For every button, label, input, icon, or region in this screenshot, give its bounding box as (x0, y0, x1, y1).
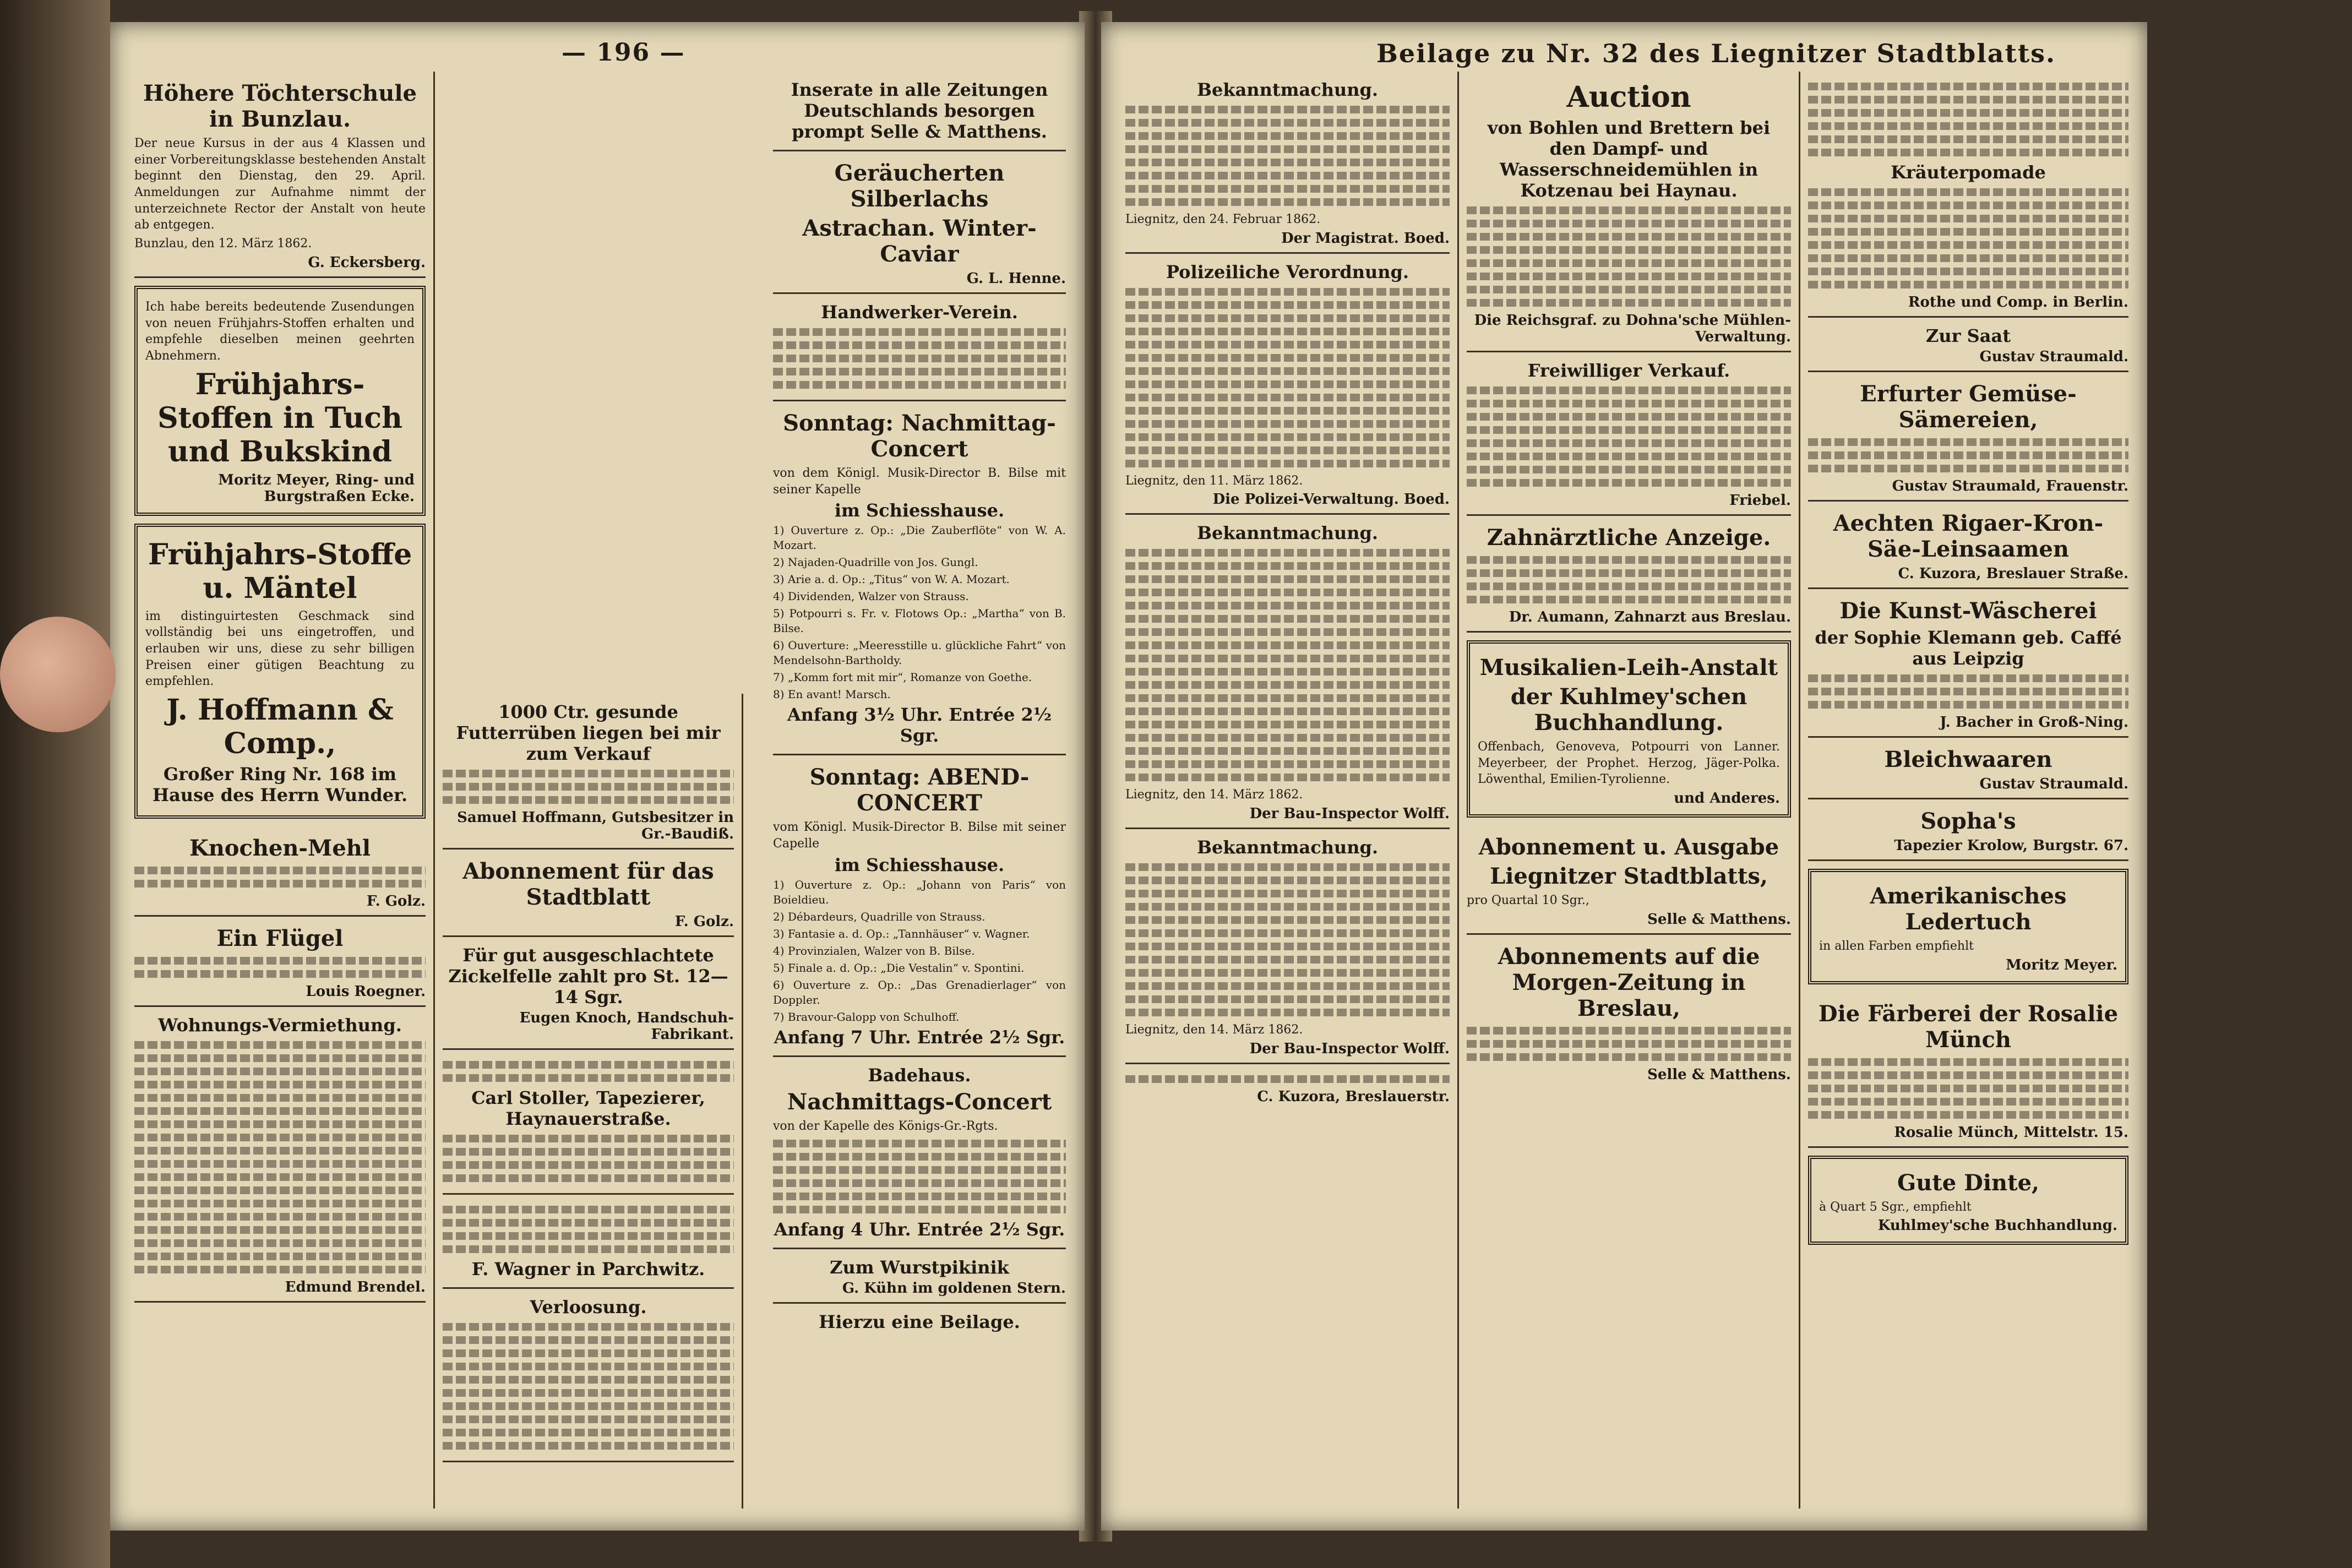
ad-auction (1467, 72, 1791, 352)
ad-signature: Selle & Matthens. (1647, 911, 1791, 928)
program-item: 4) Provinzialen, Walzer von B. Bilse. (773, 944, 975, 957)
ad-subtitle: von Bohlen und Brettern bei den Dampf- und Wasserschneidemühlen in Kotzenau bei Haynau. (1487, 117, 1771, 201)
ad-zickelfelle (443, 937, 734, 1050)
program-item: 3) Arie a. d. Op.: „Titus“ von W. A. Mozart. (773, 573, 1010, 586)
ad-signature: Der Magistrat. Boed. (1281, 230, 1450, 247)
illegible-text (443, 1323, 734, 1450)
ad-title: Bekanntmachung. (1196, 79, 1378, 100)
ad-title: Amerikanisches Ledertuch (1870, 883, 2067, 935)
left-column-2 (435, 694, 743, 1509)
ad-title: Geräucherten Silberlachs (834, 160, 1005, 212)
ad-sophas (1808, 799, 2128, 861)
ad-nachmittag-concert (773, 401, 1066, 755)
thumb (0, 617, 116, 732)
illegible-text (1808, 188, 2128, 288)
illegible-text (1125, 106, 1450, 206)
ad-title: Sopha's (1920, 808, 2016, 834)
ad-signature: und Anderes. (1674, 790, 1780, 807)
program-item: 2) Najaden-Quadrille von Jos. Gungl. (773, 556, 978, 569)
ad-abonnement (443, 850, 734, 937)
ad-stoller (443, 1050, 734, 1195)
ad-title: Knochen-Mehl (189, 835, 371, 861)
ad-subtitle: der Sophie Klemann geb. Caffé aus Leipzig (1815, 627, 2122, 669)
ad-fluegel (134, 917, 426, 1007)
ad-abonnement-stadtblatt (1467, 825, 1791, 935)
ad-title: Musikalien-Leih-Anstalt (1479, 655, 1778, 680)
program-item: 6) Ouverture z. Op.: „Das Grenadierlager“ von Doppler. (773, 978, 1066, 1006)
illegible-text (773, 1140, 1066, 1213)
ad-bleichwaaren (1808, 738, 2128, 799)
ad-signature: C. Kuzora, Breslauer Straße. (1898, 565, 2128, 582)
ad-text: à Quart 5 Sgr., empfiehlt (1819, 1200, 1972, 1214)
ad-signature: Moritz Meyer. (2006, 956, 2117, 973)
ad-signature: Die Polizei-Verwaltung. Boed. (1212, 491, 1450, 508)
left-column-3 (765, 72, 1074, 1509)
ad-musikalien (1467, 640, 1791, 818)
ad-hoffmann (134, 524, 426, 819)
ad-subtitle: der Kuhlmey'schen Buchhandlung. (1510, 684, 1747, 736)
ad-venue: im Schiesshause. (834, 854, 1005, 875)
book-binding (0, 0, 110, 1568)
ad-morgen-zeitung (1467, 935, 1791, 1088)
ad-title: F. Wagner in Parchwitz. (471, 1259, 705, 1280)
right-column-1 (1118, 72, 1459, 1509)
illegible-text (1808, 1058, 2128, 1119)
ad-text: vom Königl. Musik-Director B. Bilse mit seiner Capelle (773, 820, 1066, 851)
ad-title: Freiwilliger Verkauf. (1527, 360, 1730, 381)
ad-title: Die Kunst-Wäscherei (1839, 598, 2097, 624)
ad-signature: C. Kuzora, Breslauerstr. (1257, 1088, 1450, 1105)
program-item: 1) Ouverture z. Op.: „Die Zauberflöte“ von W. A. Mozart. (773, 524, 1066, 552)
ad-entry: Anfang 7 Uhr. Entrée 2½ Sgr. (774, 1026, 1065, 1048)
ad-leinsaamen (1808, 502, 2128, 589)
ad-handwerker (773, 294, 1066, 401)
ad-title: Wohnungs-Vermiethung. (158, 1015, 402, 1036)
page-header: Beilage zu Nr. 32 des Liegnitzer Stadtblatts. (1376, 39, 2056, 68)
ad-signature: Die Reichsgraf. zu Dohna'sche Mühlen-Verwaltung. (1474, 312, 1791, 345)
program-item: 6) Ouverture: „Meeresstille u. glückliche Fahrt“ von Mendelsohn-Bartholdy. (773, 639, 1066, 667)
ad-signature: G. Kühn im goldenen Stern. (842, 1280, 1066, 1297)
ad-knochenmehl (134, 826, 426, 917)
ad-abend-concert (773, 755, 1066, 1057)
illegible-text (1808, 83, 2128, 156)
ad-title: Frühjahrs-Stoffe u. Mäntel (148, 537, 412, 605)
illegible-text (443, 1135, 734, 1182)
ad-signature: Gustav Straumald. (1979, 349, 2128, 365)
ad-signature: Moritz Meyer, Ring- und Burgstraßen Ecke. (218, 471, 415, 505)
illegible-text (1125, 288, 1450, 467)
ad-subtitle: Liegnitzer Stadtblatts, (1490, 863, 1768, 890)
ad-signature: Kuhlmey'sche Buchhandlung. (1877, 1217, 2117, 1234)
ad-zahnarzt (1467, 516, 1791, 633)
ad-zur-saat (1808, 318, 2128, 372)
ad-title: Auction (1566, 80, 1691, 114)
ad-bekanntmachung-bau-2 (1125, 829, 1450, 1064)
ad-signature: F. Golz. (366, 893, 426, 910)
left-column-1 (127, 72, 435, 1509)
ad-wagner (443, 1195, 734, 1289)
illegible-text (134, 1041, 426, 1273)
ad-title: Gute Dinte, (1897, 1169, 2039, 1196)
ad-date: Bunzlau, den 12. März 1862. (134, 237, 312, 251)
ad-polizei-verordnung (1125, 254, 1450, 515)
ad-kuzora (1125, 1064, 1450, 1110)
ad-signature: Rosalie Münch, Mittelstr. 15. (1894, 1124, 2128, 1141)
ad-wurstpikinik (773, 1249, 1066, 1304)
ad-signature: Tapezier Krolow, Burgstr. 67. (1894, 837, 2128, 854)
ad-title: Die Färberei der Rosalie Münch (1818, 1000, 2119, 1053)
right-column-2 (1459, 72, 1800, 1509)
ad-kraeuterpomade (1808, 72, 2128, 318)
ad-title: Für gut ausgeschlachtete Zickelfelle zahlt pro St. 12—14 Sgr. (448, 945, 728, 1008)
ad-inserate (773, 72, 1066, 151)
ad-signature: Eugen Knoch, Handschuh-Fabrikant. (519, 1010, 734, 1043)
ad-wohnung (134, 1007, 426, 1303)
ad-signature: Der Bau-Inspector Wolff. (1249, 1040, 1450, 1057)
ad-verloosung (443, 1289, 734, 1462)
ad-title: Abonnement für das Stadtblatt (462, 858, 714, 910)
ad-title: Verloosung. (530, 1297, 647, 1317)
ad-title: Carl Stoller, Tapezierer, Haynauerstraße. (471, 1087, 705, 1129)
ad-title: 1000 Ctr. gesunde Futterrüben liegen bei mir zum Verkauf (456, 701, 721, 764)
ad-text: von dem Königl. Musik-Director B. Bilse mit seiner Kapelle (773, 466, 1066, 497)
program-item: 7) „Komm fort mit mir“, Romanze von Goethe. (773, 671, 1032, 684)
ad-text: im distinguirtesten Geschmack sind vollständig bei uns eingetroffen, und erlauben wir uns, diese zu sehr billigen Preisen einer gütigen Beachtung zu empfehlen. (145, 609, 415, 689)
illegible-text (1467, 1027, 1791, 1061)
ad-signature: Samuel Hoffmann, Gutsbesitzer in Gr.-Baudiß. (457, 809, 734, 842)
ad-title: Bekanntmachung. (1196, 837, 1378, 858)
ad-title: Frühjahrs-Stoffen in Tuch und Bukskind (157, 367, 402, 469)
ad-beilage (773, 1304, 1066, 1340)
ad-signature: Edmund Brendel. (285, 1279, 426, 1295)
right-column-3 (1800, 72, 2136, 1509)
program-item: 3) Fantasie a. d. Op.: „Tannhäuser“ v. Wagner. (773, 927, 1030, 940)
left-page (110, 22, 1085, 1531)
ad-title: Badehaus. (868, 1064, 971, 1086)
illegible-text (1808, 438, 2128, 472)
ad-signature: Friebel. (1729, 492, 1791, 509)
ad-signature: Louis Roegner. (306, 983, 426, 1000)
ad-henne (773, 151, 1066, 294)
program-item: 4) Dividenden, Walzer von Strauss. (773, 590, 969, 603)
illegible-text (1125, 863, 1450, 1016)
ad-title: Zur Saat (1926, 325, 2011, 346)
ad-title: Sonntag: Nachmittag-Concert (783, 410, 1056, 462)
illegible-text (1467, 386, 1791, 487)
illegible-text (1467, 206, 1791, 307)
program-item: 2) Débardeurs, Quadrille von Strauss. (773, 910, 986, 923)
ad-bekanntmachung-bau-1 (1125, 515, 1450, 829)
ad-venue: im Schiesshause. (834, 500, 1005, 521)
illegible-text (443, 1061, 734, 1082)
ad-title: Erfurter Gemüse-Sämereien, (1860, 381, 2077, 433)
ad-freiwilliger-verkauf (1467, 352, 1791, 516)
ad-text: pro Quartal 10 Sgr., (1467, 894, 1589, 908)
ad-text: von der Kapelle des Königs-Gr.-Rgts. (773, 1119, 998, 1133)
ad-title: Zahnärztliche Anzeige. (1487, 525, 1771, 551)
ad-signature: Gustav Straumald. (1979, 776, 2128, 792)
program-item: 5) Potpourri s. Fr. v. Flotows Op.: „Martha“ von B. Bilse. (773, 607, 1066, 635)
ad-badehaus (773, 1057, 1066, 1250)
ad-meyer-stoffe (134, 286, 426, 516)
ad-title: Bleichwaaren (1884, 747, 2052, 772)
ad-faerberei (1808, 992, 2128, 1148)
ad-date: Liegnitz, den 24. Februar 1862. (1125, 213, 1321, 226)
ad-title: Aechten Rigaer-Kron-Säe-Leinsaamen (1833, 510, 2104, 562)
page-number: — 196 — (562, 39, 685, 67)
ad-toechterschule (134, 72, 426, 278)
illegible-text (443, 770, 734, 804)
ad-signature: G. Eckersberg. (308, 254, 426, 271)
illegible-text (134, 867, 426, 888)
ad-subtitle: Astrachan. Winter-Caviar (802, 215, 1037, 267)
ad-title: Handwerker-Verein. (821, 302, 1018, 323)
ad-date: Liegnitz, den 14. März 1862. (1125, 1023, 1303, 1037)
program-item: 5) Finale a. d. Op.: „Die Vestalin“ v. Spontini. (773, 961, 1025, 974)
ad-signature: F. Golz. (674, 913, 734, 930)
illegible-text (1467, 556, 1791, 603)
ad-text: Ich habe bereits bedeutende Zusendungen von neuen Frühjahrs-Stoffen erhalten und empfehle dieselben meinen geehrten Abnehmern. (145, 300, 415, 363)
ad-entry: Anfang 4 Uhr. Entrée 2½ Sgr. (774, 1219, 1065, 1240)
ad-title: Sonntag: ABEND-CONCERT (809, 764, 1030, 816)
ad-bekanntmachung-magistrat (1125, 72, 1450, 254)
ad-kunst-waescherei (1808, 589, 2128, 738)
ad-entry: Anfang 3½ Uhr. Entrée 2½ Sgr. (787, 704, 1052, 747)
program-item: 8) En avant! Marsch. (773, 688, 891, 701)
ad-signature: Der Bau-Inspector Wolff. (1249, 805, 1450, 823)
ad-title: Abonnement u. Ausgabe (1478, 834, 1779, 861)
ad-signature: G. L. Henne. (966, 270, 1066, 287)
ad-signature: Rothe und Comp. in Berlin. (1908, 294, 2128, 311)
ad-title: Kräuterpomade (1891, 162, 2046, 183)
ad-text: Offenbach, Genoveva, Potpourri von Lanner. Meyerbeer, der Prophet. Herzog, Jäger-Polka. Löwenthal, Emilien-Tyrolienne. (1478, 740, 1780, 787)
ad-date: Liegnitz, den 11. März 1862. (1125, 473, 1303, 488)
right-page (1101, 22, 2147, 1531)
ad-ledertuch (1808, 869, 2128, 984)
program-item: 7) Bravour-Galopp von Schulhoff. (773, 1010, 960, 1023)
illegible-text (134, 957, 426, 978)
ad-erfurter (1808, 372, 2128, 502)
ad-signature: J. Bacher in Groß-Ning. (1940, 714, 2128, 731)
ad-title: Ein Flügel (216, 925, 344, 951)
ad-title: Bekanntmachung. (1196, 522, 1378, 544)
illegible-text (1808, 674, 2128, 709)
ad-signature: Dr. Aumann, Zahnarzt aus Breslau. (1509, 609, 1791, 625)
ad-signature: Selle & Matthens. (1647, 1066, 1791, 1083)
ad-title: Inserate in alle Zeitungen Deutschlands besorgen prompt Selle & Matthens. (791, 79, 1048, 142)
ad-firm: J. Hoffmann & Comp., (166, 693, 394, 760)
program-item: 1) Ouverture z. Op.: „Johann von Paris“ von Boieldieu. (773, 878, 1066, 906)
ad-futterrueben (443, 694, 734, 850)
illegible-text (443, 1206, 734, 1253)
ad-text: Der neue Kursus in der aus 4 Klassen und einer Vorbereitungsklasse bestehenden Anstalt beginnt den Dienstag, den 29. April. Anmeldungen zur Aufnahme nimmt der unterzeichnete Rector der Anstalt von heute ab entgegen. (134, 137, 426, 232)
illegible-text (1125, 1075, 1450, 1083)
ad-gute-dinte (1808, 1156, 2128, 1245)
ad-signature: Gustav Straumald, Frauenstr. (1892, 478, 2128, 494)
illegible-text (1125, 549, 1450, 781)
illegible-text (773, 328, 1066, 389)
ad-address: Großer Ring Nr. 168 im Hause des Herrn Wunder. (152, 764, 408, 805)
ad-title: Abonnements auf die Morgen-Zeitung in Breslau, (1498, 943, 1760, 1021)
ad-title: Hierzu eine Beilage. (819, 1311, 1020, 1333)
ad-title: Höhere Töchterschule in Bunzlau. (143, 80, 417, 132)
ad-title: Polizeiliche Verordnung. (1166, 261, 1409, 282)
ad-title: Zum Wurstpikinik (830, 1257, 1009, 1278)
ad-subtitle: in allen Farben empfiehlt (1819, 939, 1974, 953)
ad-subtitle: Nachmittags-Concert (787, 1088, 1052, 1115)
ad-date: Liegnitz, den 14. März 1862. (1125, 788, 1303, 802)
